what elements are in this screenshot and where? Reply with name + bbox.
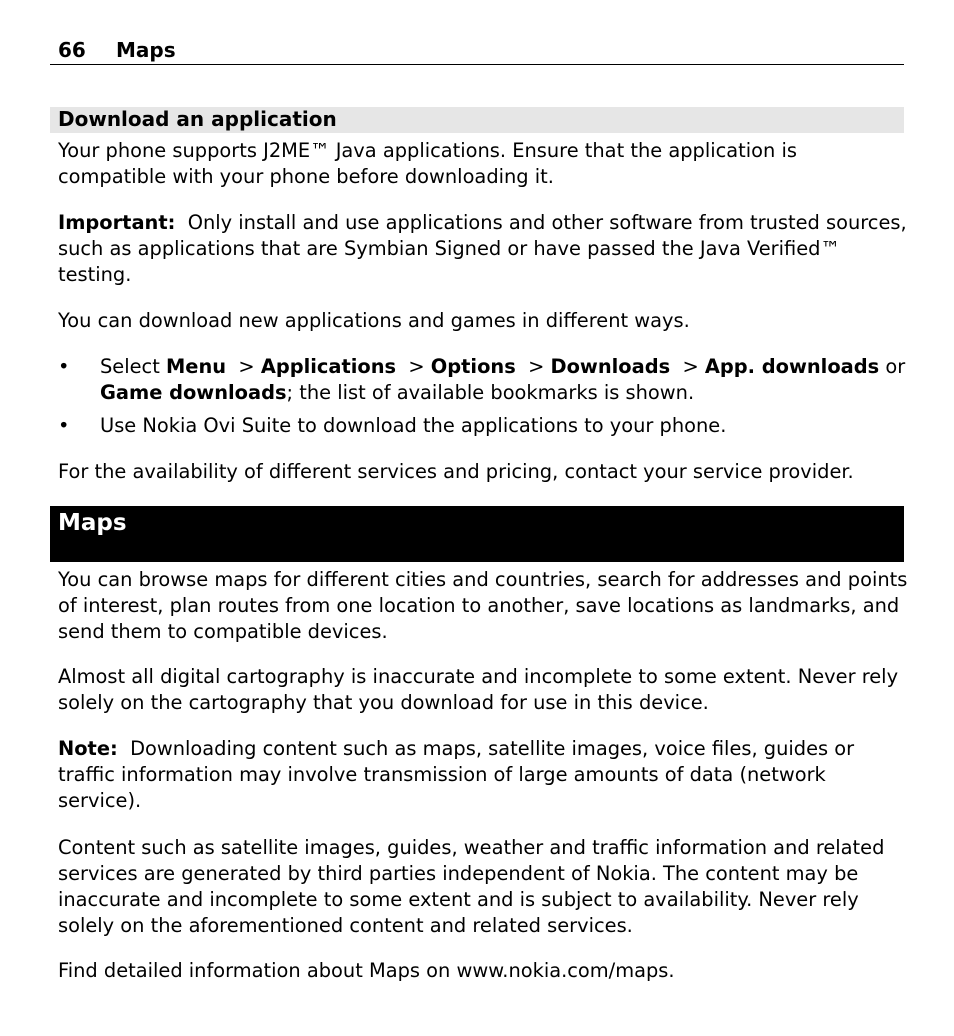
- path-separator: >: [238, 355, 255, 378]
- chapter-heading-bar: [50, 506, 904, 562]
- chapter-title: Maps: [116, 38, 176, 62]
- paragraph-download-ways: You can download new applications and games in different ways.: [58, 309, 690, 332]
- paragraph-service-availability: For the availability of different services and pricing, contact your service provider.: [58, 460, 854, 483]
- page-header: [58, 36, 176, 64]
- list-item: [58, 413, 908, 439]
- bullet-tail-text: ; the list of available bookmarks is shown.: [286, 381, 695, 404]
- important-text: Only install and use applications and other software from trusted sources, such as applications that are Symbian Signed or have passed the Java Verified™ testing.: [58, 211, 907, 286]
- menu-path-menu: Menu: [166, 355, 227, 378]
- path-separator: >: [408, 355, 425, 378]
- bullet-glyph: •: [58, 414, 70, 437]
- bullet-list: [58, 354, 908, 439]
- section-title-download-application: Download an application: [58, 107, 337, 131]
- menu-path-applications: Applications: [260, 355, 397, 378]
- header-rule: [50, 64, 904, 65]
- list-item: [58, 354, 908, 406]
- menu-path-game-downloads: Game downloads: [100, 381, 287, 404]
- bullet-glyph: •: [58, 355, 70, 378]
- note-label: Note:: [58, 737, 118, 760]
- path-separator: >: [528, 355, 545, 378]
- menu-path-app-downloads: App. downloads: [704, 355, 880, 378]
- chapter-heading-maps: Maps: [58, 510, 127, 536]
- bullet-ovi-suite-text: Use Nokia Ovi Suite to download the applications to your phone.: [100, 414, 727, 437]
- menu-path-downloads: Downloads: [550, 355, 671, 378]
- path-separator: >: [682, 355, 699, 378]
- page-number: 66: [58, 38, 86, 62]
- menu-path-options: Options: [430, 355, 516, 378]
- paragraph-j2me-support: Your phone supports J2ME™ Java applications. Ensure that the application is compatible with your phone before downloading it.: [58, 139, 797, 188]
- paragraph-cartography-warning: Almost all digital cartography is inaccurate and incomplete to some extent. Never rely solely on the cartography that you download for use in this device.: [58, 665, 899, 714]
- paragraph-maps-info-link: Find detailed information about Maps on www.nokia.com/maps.: [58, 959, 675, 982]
- select-text: Select: [100, 355, 160, 378]
- important-notice: [58, 210, 908, 288]
- important-label: Important:: [58, 211, 176, 234]
- or-text: or: [885, 355, 906, 378]
- paragraph-third-party-content: Content such as satellite images, guides, weather and traffic information and related services are generated by third parties independent of Nokia. The content may be inaccurate and incomplete to some extent and is subject to availability. Never rely solely on the aforementioned content and related services.: [58, 836, 885, 937]
- note-text: Downloading content such as maps, satellite images, voice files, guides or traffic information may involve transmission of large amounts of data (network service).: [58, 737, 855, 812]
- paragraph-maps-intro: You can browse maps for different cities and countries, search for addresses and points of interest, plan routes from one location to another, save locations as landmarks, and send them to compatible devices.: [58, 568, 908, 643]
- note-notice: [58, 736, 908, 814]
